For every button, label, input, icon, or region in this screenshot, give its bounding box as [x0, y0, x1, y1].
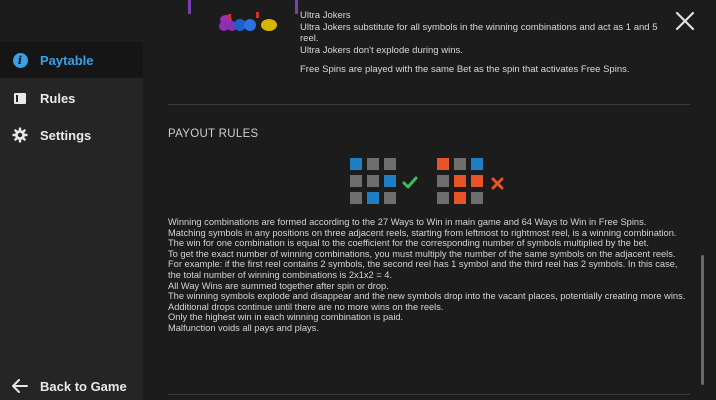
grid-cell: [471, 158, 483, 170]
paytable-content: [143, 0, 700, 400]
cross-icon: [491, 177, 504, 190]
info-icon: i: [11, 51, 29, 69]
sidebar-item-label: Settings: [40, 127, 92, 143]
payout-rules-text: [168, 217, 688, 334]
grid-cell: [350, 192, 362, 204]
back-to-game-button[interactable]: [0, 368, 143, 400]
sidebar-item-paytable[interactable]: [0, 42, 143, 78]
grid-cell: [454, 175, 466, 187]
section-divider: [168, 394, 690, 395]
rules-paragraph: All Way Wins are summed together after spin or drop.: [168, 280, 389, 291]
grid-cell: [437, 175, 449, 187]
sidebar-item-label: Rules: [40, 90, 76, 106]
sidebar-item-rules[interactable]: [0, 80, 143, 116]
grid-cell: [367, 192, 379, 204]
rules-paragraph: Only the highest win in each winning combination is paid.: [168, 312, 404, 323]
ultra-jokers-title: Ultra Jokers: [300, 10, 351, 21]
grid-cell: [367, 175, 379, 187]
grid-cell: [454, 192, 466, 204]
free-spins-bet-text: Free Spins are played with the same Bet as the spin that activates Free Spins.: [300, 64, 630, 75]
arrow-left-icon: [11, 377, 29, 395]
grid-cell: [384, 158, 396, 170]
rules-paragraph: Malfunction voids all pays and plays.: [168, 322, 319, 333]
sidebar-item-settings[interactable]: [0, 117, 143, 153]
ultra-jokers-description: [300, 10, 670, 76]
checkmark-icon: [402, 176, 418, 190]
grid-cell: [350, 158, 362, 170]
rules-paragraph: Additional drops continue until there are no more wins on the reels.: [168, 301, 444, 312]
sidebar: [0, 0, 143, 400]
grid-cell: [384, 192, 396, 204]
book-icon: [11, 89, 29, 107]
close-icon: [674, 10, 696, 32]
ultra-joker-symbols-image: [186, 0, 304, 38]
rules-paragraph: The winning symbols explode and disappear and the new symbols drop into the vacant places, potentially creating more wins.: [168, 291, 686, 302]
payout-rules-title: PAYOUT RULES: [168, 128, 259, 140]
grid-cell: [350, 175, 362, 187]
grid-cell: [471, 175, 483, 187]
grid-cell: [437, 158, 449, 170]
grid-cell: [437, 192, 449, 204]
grid-cell: [454, 158, 466, 170]
sidebar-header: [0, 0, 143, 42]
grid-cell: [367, 158, 379, 170]
ultra-jokers-explode-text: Ultra Jokers don't explode during wins.: [300, 44, 463, 56]
rules-paragraph: To get the exact number of winning combinations, you must multiply the number of the same symbols on the adjacent reels. For example: if the first reel contains 2 symbols, the second reel has 1 symbol and the third reel has 2 symbols. In this case, the total number of winning combinations is 2x1x2 = 4.: [168, 248, 678, 280]
rules-paragraph: Winning combinations are formed according to the 27 Ways to Win in main game and 64 Ways to Win in Free Spins.: [168, 217, 647, 227]
section-divider: [168, 104, 690, 105]
grid-cell: [384, 175, 396, 187]
ultra-jokers-substitute-text: Ultra Jokers substitute for all symbols in the winning combinations and act as 1 and 5 reel.: [300, 21, 658, 44]
close-button[interactable]: [674, 10, 696, 32]
scrollbar[interactable]: [701, 255, 704, 385]
gear-icon: [11, 126, 29, 144]
sidebar-item-label: Paytable: [40, 52, 94, 68]
back-to-game-label: Back to Game: [40, 378, 127, 394]
rules-paragraph: Matching symbols in any positions on three adjacent reels, starting from leftmost to rightmost reel, is a winning combination.: [168, 227, 677, 238]
grid-cell: [471, 192, 483, 204]
rules-paragraph: The win for one combination is equal to the coefficient for the corresponding number of symbols multiplied by the bet.: [168, 238, 649, 249]
